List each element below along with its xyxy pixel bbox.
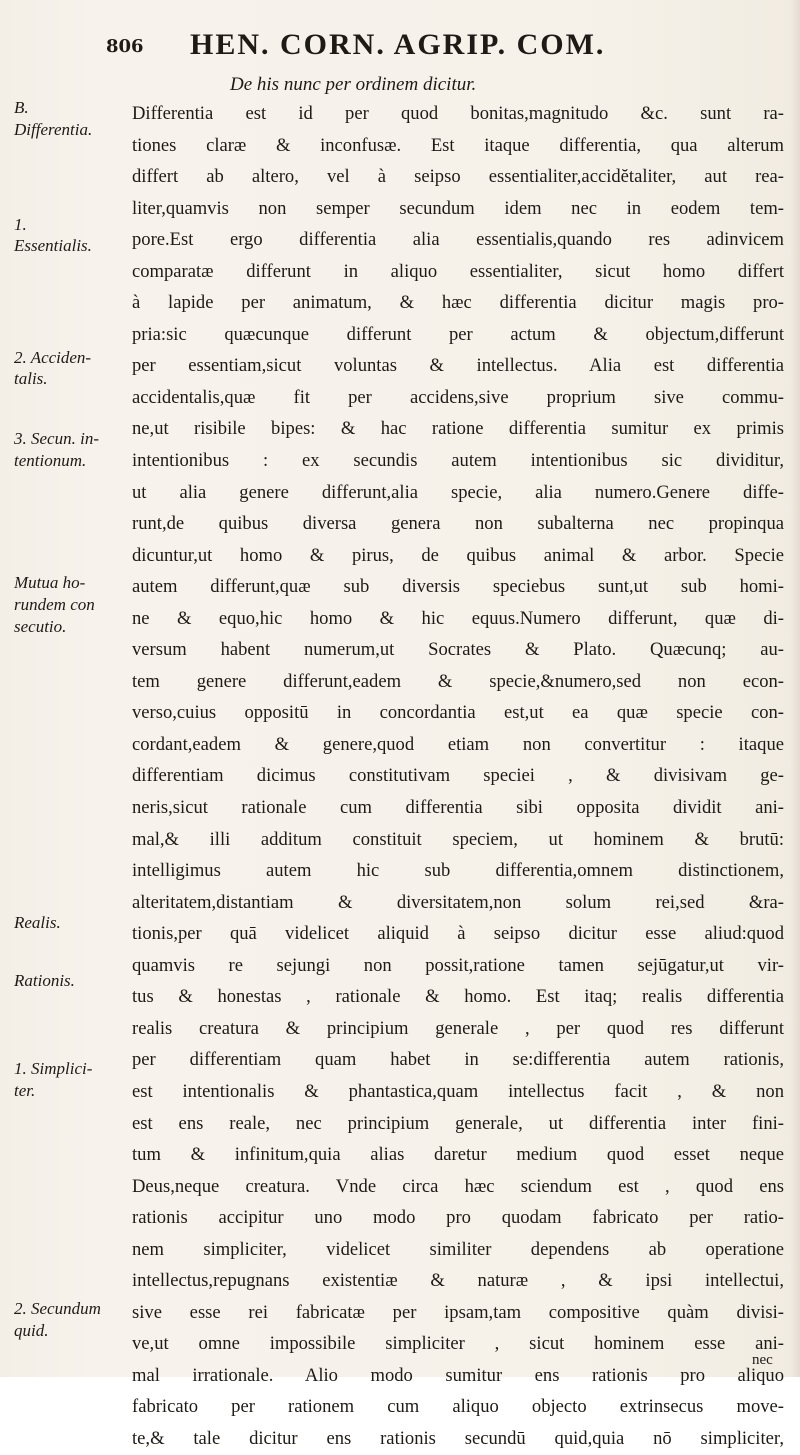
text-line: pria:sic quæcunque differunt per actum & objectum,differunt: [132, 323, 784, 345]
margin-note: 2. Acciden-: [14, 348, 92, 367]
margin-note: rundem con: [14, 595, 95, 614]
running-head: HEN. CORN. AGRIP. COM.: [190, 28, 606, 61]
text-line: versum habent numerum,ut Socrates & Plato. Quæcunq; au-: [132, 639, 784, 661]
margin-note: tentionum.: [14, 451, 87, 470]
text-line: rationis accipitur uno modo pro quodam fabricato per ratio-: [132, 1207, 784, 1229]
text-line: tiones claræ & inconfusæ. Est itaque differentia, qua alterum: [132, 134, 784, 156]
text-line: ne & equo,hic homo & hic equus.Numero differunt, quæ di-: [132, 607, 784, 629]
margin-note: 2. Secundum: [14, 1299, 101, 1318]
text-line: à lapide per animatum, & hæc differentia dicitur magis pro-: [132, 292, 784, 314]
margin-note: 1. Simplici-: [14, 1059, 93, 1078]
text-line: accidentalis,quæ fit per accidens,sive proprium sive commu-: [132, 386, 784, 408]
text-line: differentiam dicimus constitutivam speciei , & divisivam ge-: [132, 765, 784, 787]
text-line: mal irrationale. Alio modo sumitur ens rationis pro aliquo: [132, 1364, 784, 1386]
text-line: fabricato per rationem cum aliquo objecto extrinsecus move-: [132, 1396, 784, 1418]
text-line: tionis,per quā videlicet aliquid à seipso dicitur esse aliud:quod: [132, 923, 784, 945]
margin-note: quid.: [14, 1321, 49, 1340]
text-line: differt ab altero, vel à seipso essentialiter,accidĕtaliter, aut rea-: [132, 166, 784, 188]
margin-note: Realis.: [14, 913, 61, 932]
margin-note: Rationis.: [14, 971, 75, 990]
text-line: comparatæ differunt in aliquo essentialiter, sicut homo differt: [132, 260, 784, 282]
text-line: ve,ut omne impossibile simpliciter , sicut hominem esse ani-: [132, 1333, 784, 1355]
margin-note: B.: [14, 98, 29, 117]
text-line: per essentiam,sicut voluntas & intellectus. Alia est differentia: [132, 355, 784, 377]
text-line: autem differunt,quæ sub diversis speciebus sunt,ut sub homi-: [132, 576, 784, 598]
margin-note: Differentia.: [14, 120, 93, 139]
text-line: pore.Est ergo differentia alia essentialis,quando res adinvicem: [132, 229, 784, 251]
text-line: Differentia est id per quod bonitas,magnitudo &c. sunt ra-: [132, 103, 784, 124]
text-line: te,& tale dicitur ens rationis secundū quid,quia nō simpliciter,: [132, 1427, 784, 1449]
text-line: quamvis re sejungi non possit,ratione tamen sejūgatur,ut vir-: [132, 954, 784, 976]
text-line: intelligimus autem hic sub differentia,omnem distinctionem,: [132, 860, 784, 882]
text-line: tus & honestas , rationale & homo. Est itaq; realis differentia: [132, 986, 784, 1008]
margin-note: secutio.: [14, 617, 67, 636]
page-header: [90, 26, 790, 66]
text-line: intellectus,repugnans existentiæ & naturæ , & ipsi intellectui,: [132, 1270, 784, 1292]
text-line: neris,sicut rationale cum differentia sibi opposita dividit ani-: [132, 797, 784, 819]
text-line: ut alia genere differunt,alia specie, alia numero.Genere diffe-: [132, 481, 784, 503]
text-line: dicuntur,ut homo & pirus, de quibus animal & arbor. Specie: [132, 544, 784, 566]
text-line: mal,& illi additum constituit speciem, ut hominem & brutū:: [132, 828, 784, 850]
margin-note: 3. Secun. in-: [14, 429, 99, 448]
margin-note: ter.: [14, 1081, 36, 1100]
text-line: sive esse rei fabricatæ per ipsam,tam compositive quàm divisi-: [132, 1301, 784, 1323]
text-line: ne,ut risibile bipes: & hac ratione differentia sumitur ex primis: [132, 418, 784, 440]
text-line: realis creatura & principium generale , per quod res differunt: [132, 1017, 784, 1039]
text-line: tem genere differunt,eadem & specie,&numero,sed non econ-: [132, 670, 784, 692]
section-subtitle: De his nunc per ordinem dicitur.: [230, 74, 477, 95]
text-line: per differentiam quam habet in se:differentia autem rationis,: [132, 1049, 784, 1071]
catchword: nec: [752, 1352, 773, 1368]
margin-note: talis.: [14, 369, 48, 388]
text-line: verso,cuius oppositū in concordantia est,ut ea quæ specie con-: [132, 702, 784, 724]
page-edge-shadow: [790, 0, 800, 1377]
text-line: est ens reale, nec principium generale, ut differentia inter fini-: [132, 1112, 784, 1134]
text-line: intentionibus : ex secundis autem intentionibus sic dividitur,: [132, 450, 784, 472]
text-line: Deus,neque creatura. Vnde circa hæc sciendum est , quod ens: [132, 1175, 784, 1197]
text-line: liter,quamvis non semper secundum idem nec in eodem tem-: [132, 197, 784, 219]
margin-notes: [0, 0, 100, 1377]
folio-number: 806: [106, 36, 144, 57]
margin-note: Mutua ho-: [14, 573, 86, 592]
text-line: nem simpliciter, videlicet similiter dependens ab operatione: [132, 1238, 784, 1260]
margin-note: 1. Essentialis.: [14, 215, 92, 255]
text-line: est intentionalis & phantastica,quam intellectus facit , & non: [132, 1080, 784, 1102]
text-line: runt,de quibus diversa genera non subalterna nec propinqua: [132, 513, 784, 535]
body-text: [132, 98, 784, 1455]
text-line: cordant,eadem & genere,quod etiam non convertitur : itaque: [132, 733, 784, 755]
text-line: alteritatem,distantiam & diversitatem,non solum rei,sed &ra-: [132, 891, 784, 913]
text-line: tum & infinitum,quia alias daretur medium quod esset neque: [132, 1144, 784, 1166]
